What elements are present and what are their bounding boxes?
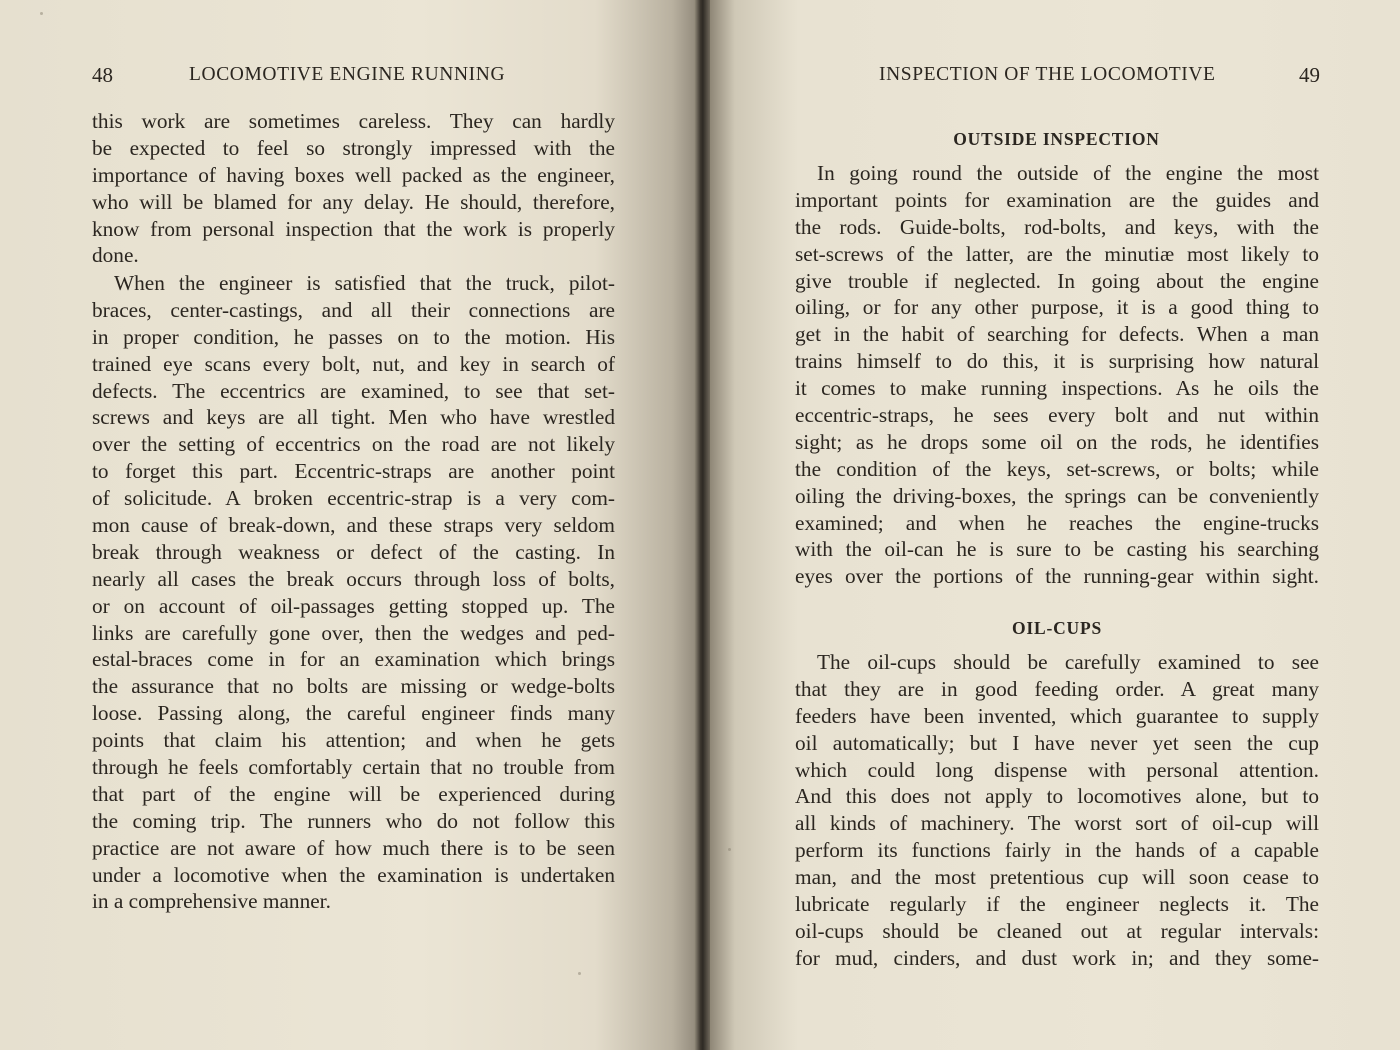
left-page-number: 48	[92, 63, 113, 87]
text-line: loose. Passing along, the careful engineer finds many	[92, 701, 615, 726]
text-line: the assurance that no bolts are missing or wedge-bolts	[92, 674, 615, 699]
left-running-head: LOCOMOTIVE ENGINE RUNNING	[189, 64, 506, 85]
text-line: estal-braces come in for an examination which brings	[92, 647, 615, 672]
text-line: important points for examination are the guides and	[795, 187, 1319, 212]
section-heading-oil-cups: OIL-CUPS	[1011, 618, 1103, 638]
text-line: oil automatically; but I have never yet seen the cup	[795, 730, 1319, 755]
text-line: links are carefully gone over, then the wedges and ped-	[92, 620, 615, 645]
text-line: importance of having boxes well packed as the engineer,	[92, 162, 615, 187]
right-running-head: INSPECTION OF THE LOCOMOTIVE	[879, 64, 1216, 85]
text-line: the coming trip. The runners who do not follow this	[92, 808, 615, 833]
text-line: examined; and when he reaches the engine-trucks	[795, 510, 1319, 535]
text-line: this work are sometimes careless. They can hardly	[92, 109, 615, 133]
left-paragraph-1	[92, 108, 615, 269]
text-line: set-screws of the latter, are the minutiæ most likely to	[795, 241, 1319, 266]
text-line: with the oil-can he is sure to be casting his searching	[795, 537, 1319, 562]
paper-speck	[40, 12, 43, 15]
text-line: sight; as he drops some oil on the rods, he identifies	[795, 429, 1319, 454]
text-line: trained eye scans every bolt, nut, and key in search of	[92, 351, 615, 376]
text-line: nearly all cases the break occurs through loss of bolts,	[92, 566, 615, 591]
text-line: which could long dispense with personal attention.	[795, 757, 1319, 782]
paper-speck	[578, 972, 581, 975]
oil-cups-paragraph	[795, 649, 1319, 972]
text-line: all kinds of machinery. The worst sort of oil-cup will	[795, 811, 1319, 836]
section-heading-outside-inspection: OUTSIDE INSPECTION	[953, 129, 1160, 149]
text-line: lubricate regularly if the engineer neglects it. The	[795, 892, 1319, 917]
right-page-number: 49	[1299, 63, 1320, 87]
book-gutter	[694, 0, 710, 1050]
text-line: man, and the most pretentious cup will soon cease to	[795, 865, 1319, 890]
paper-speck	[728, 848, 731, 851]
text-line: over the setting of eccentrics on the road are not likely	[92, 432, 615, 457]
text-line: under a locomotive when the examination is undertaken	[92, 862, 615, 887]
text-line: braces, center-castings, and all their connections are	[92, 297, 615, 322]
text-line: screws and keys are all tight. Men who have wrestled	[92, 405, 615, 430]
text-line: perform its functions fairly in the hands of a capable	[795, 838, 1319, 863]
text-line: mon cause of break-down, and these straps very seldom	[92, 513, 615, 538]
text-line: defects. The eccentrics are examined, to see that set-	[92, 378, 615, 403]
text-line: the condition of the keys, set-screws, or bolts; while	[795, 456, 1319, 481]
text-line: In going round the outside of the engine the most	[817, 161, 1319, 185]
text-line: When the engineer is satisfied that the truck, pilot-	[114, 271, 615, 295]
text-line: oil-cups should be cleaned out at regular intervals:	[795, 918, 1319, 943]
text-line: in a comprehensive manner.	[92, 889, 331, 914]
outside-inspection-paragraph	[795, 160, 1319, 590]
text-line: for mud, cinders, and dust work in; and they some-	[795, 945, 1319, 970]
text-line: eccentric-straps, he sees every bolt and nut within	[795, 403, 1319, 428]
text-line: trains himself to do this, it is surprising how natural	[795, 349, 1319, 374]
text-line: the rods. Guide-bolts, rod-bolts, and keys, with the	[795, 214, 1319, 239]
text-line: oiling the driving-boxes, the springs can be conveniently	[795, 483, 1319, 508]
right-page	[700, 0, 1400, 1050]
text-line: done.	[92, 243, 139, 268]
text-line: who will be blamed for any delay. He should, therefore,	[92, 189, 615, 214]
text-line: get in the habit of searching for defects. When a man	[795, 322, 1319, 347]
left-paragraph-2	[92, 270, 615, 915]
text-line: or on account of oil-passages getting stopped up. The	[92, 593, 615, 618]
text-line: eyes over the portions of the running-gear within sight.	[795, 564, 1319, 589]
text-line: of solicitude. A broken eccentric-strap is a very com-	[92, 486, 615, 511]
text-line: that they are in good feeding order. A great many	[795, 676, 1319, 701]
text-line: through he feels comfortably certain that no trouble from	[92, 755, 615, 780]
text-line: points that claim his attention; and when he gets	[92, 728, 615, 753]
text-line: practice are not aware of how much there is to be seen	[92, 835, 615, 860]
text-line: And this does not apply to locomotives alone, but to	[795, 784, 1319, 809]
text-line: know from personal inspection that the work is properly	[92, 216, 615, 241]
text-line: break through weakness or defect of the casting. In	[92, 539, 615, 564]
text-line: give trouble if neglected. In going about the engine	[795, 268, 1319, 293]
text-line: The oil-cups should be carefully examined to see	[817, 650, 1319, 674]
text-line: to forget this part. Eccentric-straps are another point	[92, 459, 615, 484]
text-line: that part of the engine will be experienced during	[92, 781, 615, 806]
text-line: feeders have been invented, which guarantee to supply	[795, 703, 1319, 728]
text-line: oiling, or for any other purpose, it is a good thing to	[795, 295, 1319, 320]
text-line: be expected to feel so strongly impressed with the	[92, 135, 615, 160]
text-line: it comes to make running inspections. As he oils the	[795, 376, 1319, 401]
text-line: in proper condition, he passes on to the motion. His	[92, 324, 615, 349]
